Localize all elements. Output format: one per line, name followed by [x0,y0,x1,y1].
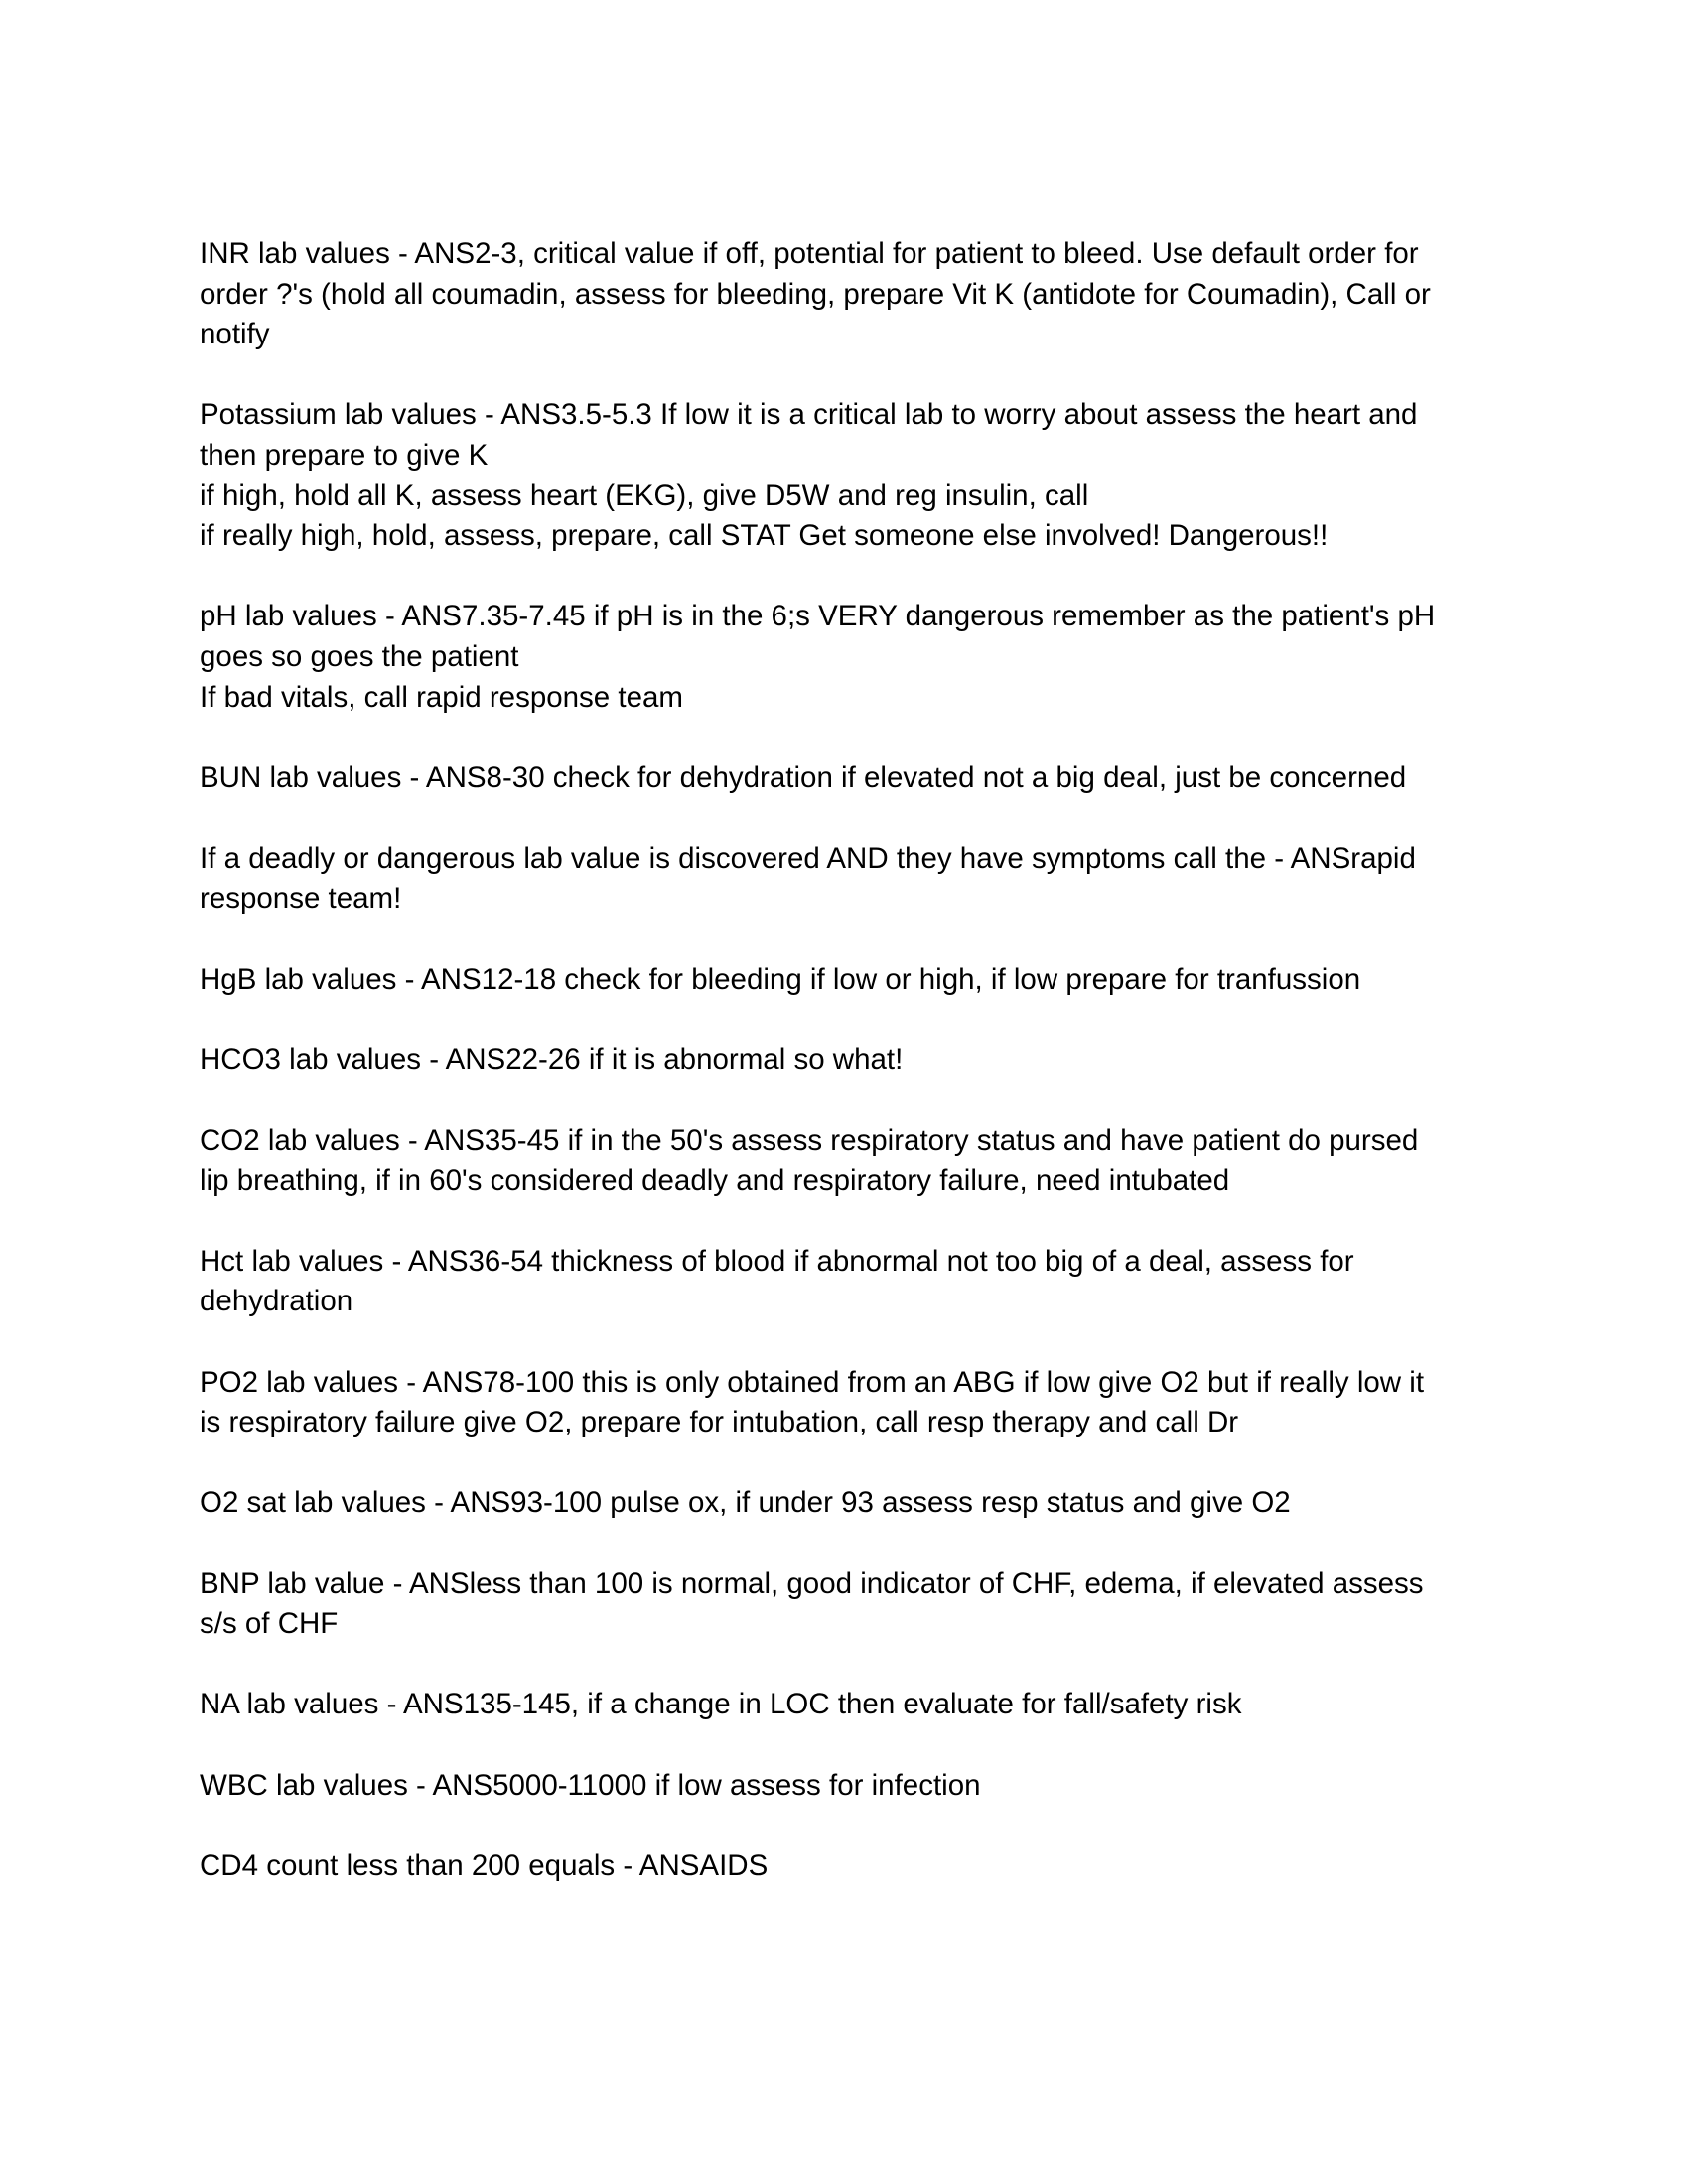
lab-entry-ph [200,597,1490,718]
entry-text-line: WBC lab values - ANS5000-11000 if low assess for infection [200,1768,981,1802]
lab-entry-o2-sat [200,1483,1490,1524]
entry-text-line: O2 sat lab values - ANS93-100 pulse ox, if under 93 assess resp status and give O2 [200,1486,1291,1520]
lab-entry-cd4 [200,1846,1490,1887]
entry-text-line: CD4 count less than 200 equals - ANSAIDS [200,1848,769,1882]
lab-entry-potassium [200,395,1490,556]
entry-text-line: BNP lab value - ANSless than 100 is normal, good indicator of CHF, edema, if elevated assess [200,1567,1424,1600]
entry-text-line: Potassium lab values - ANS3.5-5.3 If low it is a critical lab to worry about assess the heart and [200,398,1418,432]
entry-text-line: then prepare to give K [200,438,489,472]
entry-text-line: HCO3 lab values - ANS22-26 if it is abnormal so what! [200,1042,904,1076]
entry-text-line: goes so goes the patient [200,639,519,673]
entry-text-line: pH lab values - ANS7.35-7.45 if pH is in the 6;s VERY dangerous remember as the patient's pH [200,600,1436,633]
lab-entry-wbc [200,1766,1490,1807]
entry-text-line: order ?'s (hold all coumadin, assess for bleeding, prepare Vit K (antidote for Coumadin), Call or [200,277,1431,311]
document-body [200,234,1490,1927]
lab-entry-hct [200,1242,1490,1322]
lab-entry-bnp [200,1565,1490,1645]
entry-text-line: If bad vitals, call rapid response team [200,680,683,714]
lab-entry-hco3 [200,1040,1490,1081]
lab-entry-co2 [200,1121,1490,1201]
entry-text-line: dehydration [200,1285,353,1318]
entry-text-line: If a deadly or dangerous lab value is discovered AND they have symptoms call the - ANSrapid [200,841,1416,875]
entry-text-line: NA lab values - ANS135-145, if a change in LOC then evaluate for fall/safety risk [200,1688,1242,1721]
entry-text-line: BUN lab values - ANS8-30 check for dehydration if elevated not a big deal, just be concerned [200,760,1407,794]
entry-text-line: if high, hold all K, assess heart (EKG), give D5W and reg insulin, call [200,478,1089,512]
entry-text-line: is respiratory failure give O2, prepare for intubation, call resp therapy and call Dr [200,1406,1239,1439]
lab-entry-po2 [200,1363,1490,1443]
entry-text-line: notify [200,318,270,351]
entry-text-line: response team! [200,882,402,915]
lab-entry-bun [200,758,1490,799]
entry-text-line: PO2 lab values - ANS78-100 this is only obtained from an ABG if low give O2 but if really low it [200,1365,1425,1399]
lab-entry-rapid-response [200,839,1490,919]
entry-text-line: if really high, hold, assess, prepare, call STAT Get someone else involved! Dangerous!! [200,519,1329,553]
lab-entry-inr [200,234,1490,355]
entry-text-line: CO2 lab values - ANS35-45 if in the 50's assess respiratory status and have patient do pursed [200,1124,1419,1158]
entry-text-line: s/s of CHF [200,1607,339,1641]
entry-text-line: Hct lab values - ANS36-54 thickness of blood if abnormal not too big of a deal, assess for [200,1244,1354,1278]
entry-text-line: INR lab values - ANS2-3, critical value if off, potential for patient to bleed. Use default order for [200,237,1419,270]
lab-entry-hgb [200,960,1490,1001]
entry-text-line: lip breathing, if in 60's considered deadly and respiratory failure, need intubated [200,1163,1230,1197]
lab-entry-na [200,1685,1490,1725]
entry-text-line: HgB lab values - ANS12-18 check for bleeding if low or high, if low prepare for tranfussion [200,962,1361,996]
